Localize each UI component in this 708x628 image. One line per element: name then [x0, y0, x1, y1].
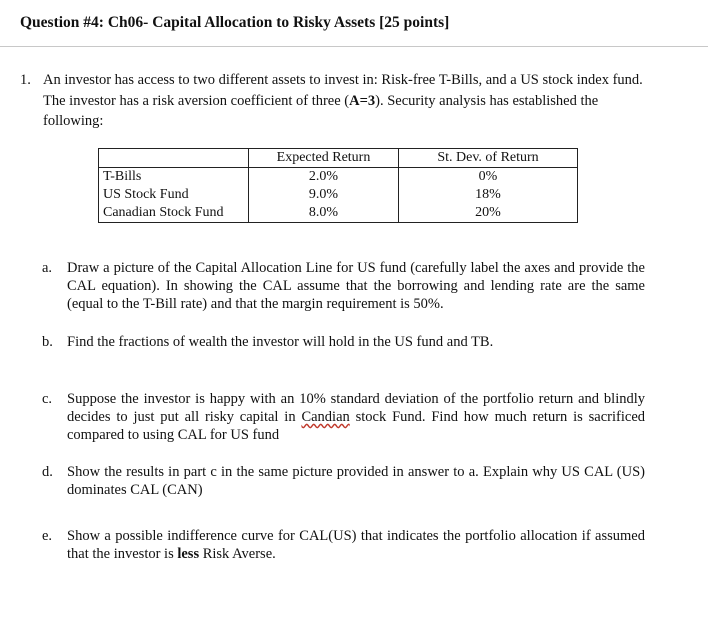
part-b-label: b. [42, 334, 53, 350]
security-analysis-table [98, 148, 578, 223]
table-header-cell: St. Dev. of Return [399, 149, 578, 168]
part-c-text-2: stock Fund. Find how much return is sacrificed compared to using CAL for US fund [67, 409, 646, 443]
part-a-text: Draw a picture of the Capital Allocation Line for US fund (carefully label the axes and provide the CAL equation). In showing the CAL assume that the borrowing and lending rate are the same (equal to the T-Bill rate) and that the margin requirement is 50%. [67, 260, 645, 312]
table-row [99, 204, 578, 223]
question-1-text-part2: ). Security analysis has established the following: [43, 92, 599, 129]
part-c-text [67, 390, 645, 444]
table-header-cell [99, 149, 249, 168]
question-title: Question #4: Ch06- Capital Allocation to Risky Assets [25 points] [20, 14, 450, 31]
table-cell: 18% [475, 187, 501, 202]
table-cell: T-Bills [99, 168, 249, 187]
risk-aversion-value: A=3 [349, 92, 376, 109]
question-1-text-part1: An investor has access to two different assets to invest in: Risk-free T-Bills, and a US stock index fund. The investor has a risk aversion coefficient of three ( [43, 72, 643, 109]
part-e-bold-word: less [177, 546, 200, 562]
part-c-text-1: Suppose the investor is happy with an 10% standard deviation of the portfolio return and blindly decides to just put all risky capital in [67, 391, 645, 425]
table-cell: US Stock Fund [99, 186, 249, 204]
part-e-text [67, 527, 645, 563]
table-cell: 9.0% [249, 186, 399, 204]
part-d-text: Show the results in part c in the same picture provided in answer to a. Explain why US CAL (US) dominates CAL (CAN) [67, 464, 645, 498]
table-cell: 2.0% [249, 168, 399, 187]
title-divider [0, 46, 708, 47]
part-a-label: a. [42, 260, 53, 276]
table-header-row [99, 149, 578, 168]
table-row [99, 186, 578, 204]
table-cell: 20% [475, 205, 501, 220]
table-cell: 8.0% [249, 204, 399, 223]
part-e-text-1: Show a possible indifference curve for CAL(US) that indicates the portfolio allocation if assumed that the investor is [67, 528, 645, 562]
table-header-cell: Expected Return [249, 149, 399, 168]
question-1-number: 1. [20, 72, 31, 88]
part-e-text-2: Risk Averse. [199, 546, 276, 562]
table-cell: 0% [478, 169, 498, 184]
misspelled-word: Candian [301, 409, 350, 425]
table-row [99, 168, 578, 187]
part-b-text: Find the fractions of wealth the investor will hold in the US fund and TB. [67, 334, 494, 350]
part-e-label: e. [42, 528, 53, 544]
part-d-label: d. [42, 464, 53, 480]
question-1-text [43, 70, 653, 132]
part-c-label: c. [42, 391, 53, 407]
table-cell: Canadian Stock Fund [99, 204, 249, 223]
